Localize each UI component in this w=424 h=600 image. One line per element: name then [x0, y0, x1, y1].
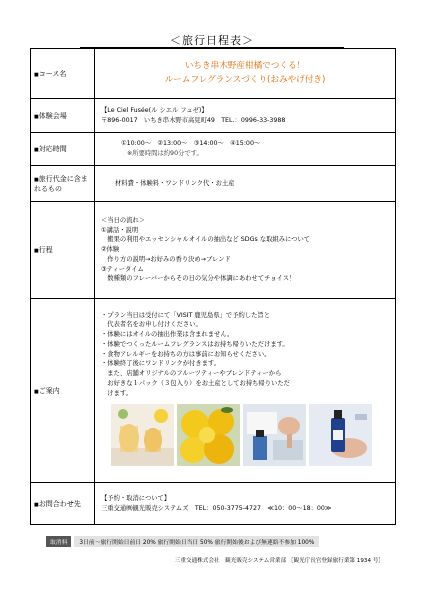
cell-times — [95, 133, 396, 166]
label-times: 対応時間 — [38, 145, 67, 153]
cancellation-fee-bar — [46, 536, 319, 547]
row-label-venue — [31, 99, 95, 133]
guide-note: ・食物アレルギーをお持ちの方は事前にお知らせください。 — [101, 350, 271, 358]
row-label-course — [31, 49, 95, 99]
venue-name: 【Le Ciel Fusée(ル シエル フュゼ)】 — [101, 106, 208, 114]
contact-header: 【予約・取消について】 — [101, 494, 171, 502]
photo-citrus-fruits — [177, 404, 240, 466]
square-bullet-icon: ■ — [34, 113, 39, 120]
duration-note: ※所要時間は約90分です。 — [127, 150, 203, 157]
footer-company: 三重交通株式会社 観光販売システム営業部 ［観光庁長官登録旅行業第 1934 号］ — [174, 558, 384, 564]
cancellation-fee-label: 取消料 — [46, 536, 71, 547]
row-label-itinerary — [31, 202, 95, 299]
photo-blue-bottle — [309, 404, 372, 466]
label-contact: お問合わせ先 — [38, 499, 81, 508]
square-bullet-icon: ■ — [34, 501, 39, 508]
square-bullet-icon: ■ — [34, 176, 39, 183]
row-included — [31, 166, 396, 202]
flow-step: 搬果の利用やエッセンシャルオイルの抽出など SDGs な取組みについて — [101, 236, 311, 244]
included-text: 材料費・体験料・ワンドリンク代・お土産 — [115, 179, 235, 187]
flow-step: ②体験 — [101, 246, 120, 254]
cancellation-fee-text: 3日前～旅行開始日前日 20% 旅行開始日当日 50% 旅行開始後および無連絡不参加 100% — [74, 536, 319, 547]
guide-note: ・プラン当日は受付にて「VISIT 鹿児島県」で予約した旨と — [101, 311, 270, 319]
row-label-guide — [31, 299, 95, 483]
label-guide: ご案内 — [38, 386, 60, 395]
flow-header: ＜当日の流れ＞ — [101, 216, 146, 224]
guide-note: ・体験でつくったルームフレグランスはお持ち帰りいただけます。 — [101, 340, 289, 348]
guide-note: 代表者名をお申し付けください。 — [101, 321, 202, 329]
row-times — [31, 133, 396, 166]
label-venue: 体験会場 — [38, 111, 67, 120]
flow-step: ③ティータイム — [101, 265, 144, 273]
guide-note: けます。 — [101, 389, 132, 397]
flow-step: 数種類のフレーバーからその日の気分や体調にあわせてチョイス！ — [101, 275, 296, 283]
row-contact — [31, 483, 396, 525]
label-itinerary: 行程 — [38, 246, 53, 254]
photo-fragrance-workshop — [243, 404, 306, 466]
photo-tea-glasses — [111, 404, 174, 466]
row-itinerary — [31, 202, 396, 299]
row-venue — [31, 99, 396, 133]
label-included: 旅行代金に含まれるもの — [34, 174, 88, 193]
flow-step: 作り方の説明→お好みの香り決め→ブレンド — [101, 255, 231, 263]
course-title-line1: いちき串木野産柑橘でつくる！ — [184, 61, 306, 72]
row-label-times — [31, 133, 95, 166]
itinerary-table — [30, 48, 396, 525]
cell-guide — [95, 299, 396, 483]
time-slots: ①10:00～ ②13:00～ ③14:00～ ④15:00～ — [121, 140, 261, 148]
guide-note: ・体験終了後にワンドリンクが付きます。 — [101, 360, 221, 368]
cell-venue — [95, 99, 396, 133]
cell-contact — [95, 483, 396, 525]
square-bullet-icon: ■ — [34, 71, 39, 78]
square-bullet-icon: ■ — [34, 147, 39, 153]
row-label-contact — [31, 483, 95, 525]
label-course: コース名 — [38, 69, 67, 78]
row-label-included — [31, 166, 95, 202]
photo-strip — [111, 404, 389, 466]
guide-note: また、店舗オリジナルのフルーツティーやブレンドティーから — [101, 370, 282, 378]
contact-detail: 三重交通㈱観光販売システムズ TEL：050-3775-4727 ≪10：00～18：00≫ — [101, 504, 332, 512]
square-bullet-icon: ■ — [34, 248, 39, 254]
row-guide — [31, 299, 396, 483]
square-bullet-icon: ■ — [34, 388, 39, 395]
cell-included — [95, 166, 396, 202]
guide-note: ・体験にはオイルの抽出作業は含まれません。 — [101, 331, 234, 339]
page-title: ＜旅行日程表＞ — [170, 34, 254, 47]
guide-note: お好きな１パック（３包入り）をお土産としてお持ち帰りいただ — [101, 379, 290, 387]
flow-step: ①講話・説明 — [101, 226, 139, 234]
venue-address: 〒896-0017 いちき串木野市高見町49 TEL.：0996-33-3988 — [101, 116, 286, 124]
cell-course — [95, 49, 396, 99]
cell-itinerary — [95, 202, 396, 299]
course-title-line2: ルームフレグランスづくり(おみやげ付き) — [164, 74, 326, 85]
row-course — [31, 49, 396, 99]
